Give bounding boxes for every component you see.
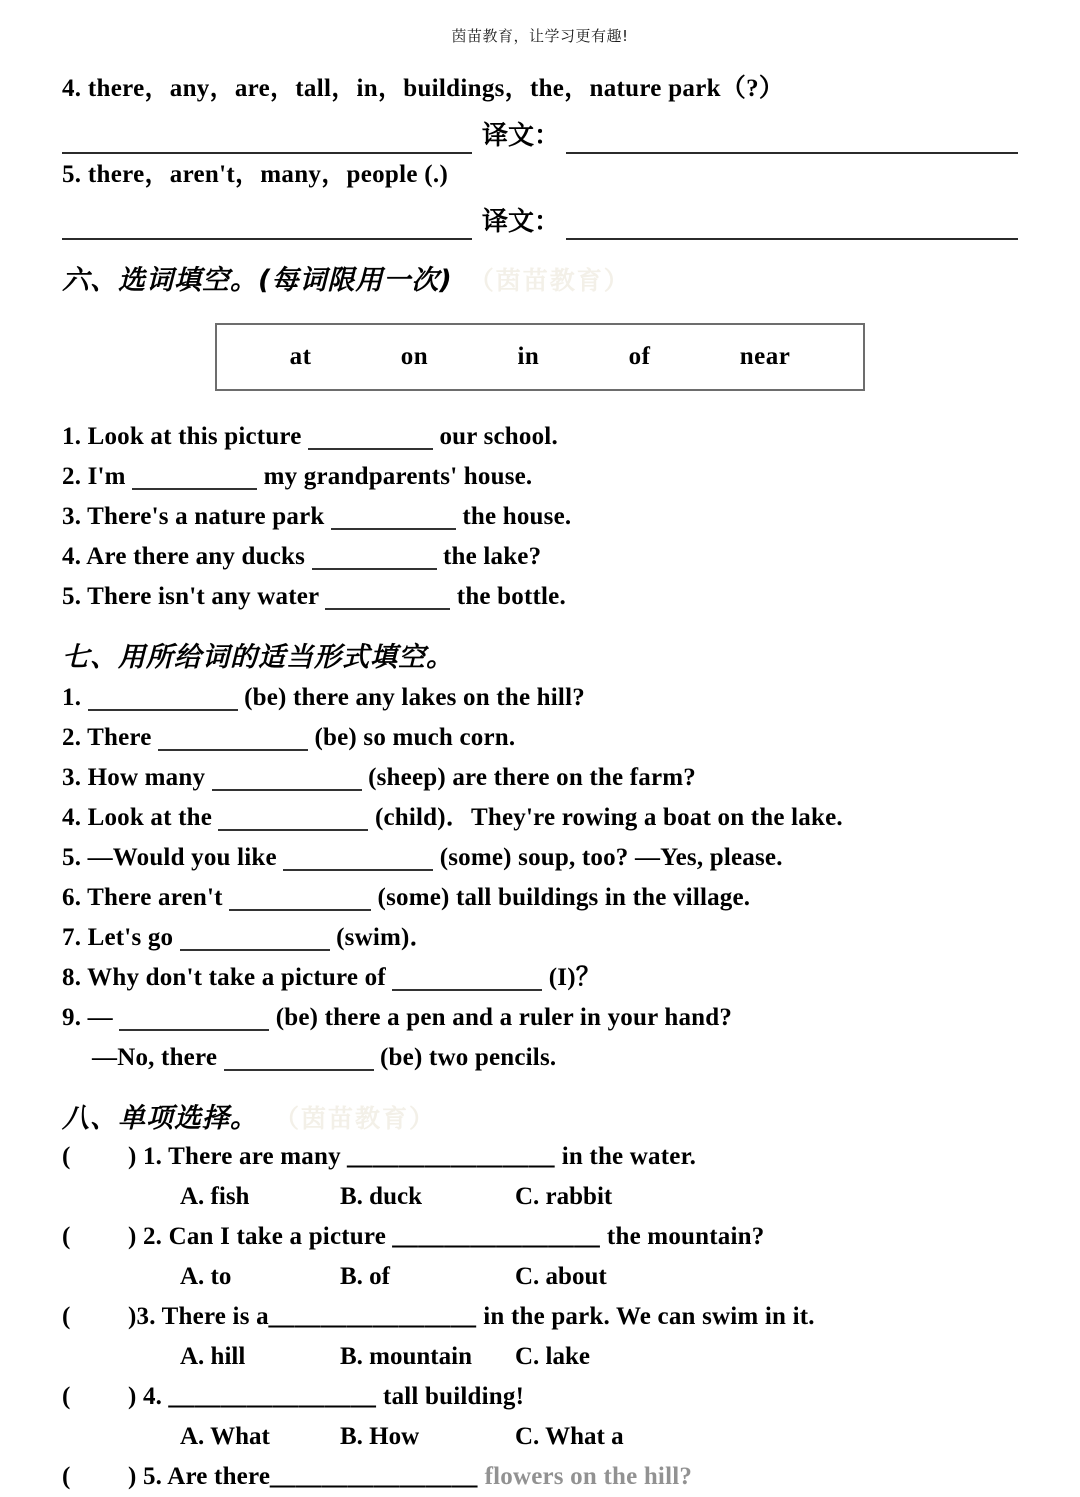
form-blank-4[interactable]	[218, 829, 368, 831]
mc-stem-pre-4: 4.	[136, 1383, 169, 1410]
rearrange-item-4-text: 4. there，any，are，tall，in，buildings，the，nature park（?）	[62, 75, 785, 102]
form-item-3-pre: 3. How many	[62, 764, 206, 791]
form-item-8-pre: 8. Why don't take a picture of	[62, 964, 386, 991]
cloze-item-4-pre: 4. Are there any ducks	[62, 543, 306, 570]
form-item-3-post: (sheep) are there on the farm?	[368, 764, 697, 791]
form-blank-8[interactable]	[392, 989, 542, 991]
watermark-six: （茵苗教育）	[468, 266, 631, 295]
mc-stem-pre-3: 3. There is a	[136, 1303, 269, 1330]
form-item-6-pre: 6. There aren't	[62, 884, 223, 911]
mc-options-1	[62, 1177, 1018, 1217]
section-eight-heading	[62, 1096, 1018, 1135]
form-item-2-post: (be) so much corn.	[314, 724, 516, 751]
translate-label-5: 译文：	[482, 207, 561, 237]
form-blank-9[interactable]	[119, 1029, 269, 1031]
cloze-item-2	[62, 457, 1018, 497]
mc-option-2-c[interactable]: C. about	[515, 1263, 607, 1290]
cloze-item-4	[62, 537, 1018, 577]
form-item-4-pre: 4. Look at the	[62, 804, 213, 831]
mc-paren-close-2: )	[128, 1223, 137, 1250]
mc-answer-paren-1[interactable]: (	[62, 1143, 71, 1170]
rearrange-item-5-answer-row	[62, 204, 1018, 240]
mc-stem-post-2: the mountain?	[600, 1223, 765, 1250]
mc-paren-close-4: )	[128, 1383, 137, 1410]
translate-label-4: 译文：	[482, 121, 561, 151]
mc-stem-post-5: flowers on the hill?	[478, 1463, 693, 1490]
word-bank-wrap	[62, 323, 1018, 391]
mc-option-2-b[interactable]: B. of	[340, 1263, 390, 1290]
multiple-choice-list	[62, 1137, 1018, 1497]
word-bank-box	[215, 323, 865, 391]
mc-option-4-b[interactable]: B. How	[340, 1423, 420, 1450]
mc-question-3	[62, 1297, 1018, 1337]
form-blank-1[interactable]	[88, 709, 238, 711]
section-six-heading	[62, 258, 1018, 297]
answer-line-english-4[interactable]	[62, 122, 472, 154]
cloze-item-5-pre: 5. There isn't any water	[62, 583, 319, 610]
form-item-6-post: (some) tall buildings in the village.	[377, 884, 751, 911]
cloze-item-2-pre: 2. I'm	[62, 463, 126, 490]
word-bank-item-at[interactable]: at	[289, 343, 312, 370]
form-item-9	[62, 998, 1018, 1038]
cloze-item-4-post: the lake?	[442, 543, 542, 570]
form-blank-9b[interactable]	[224, 1069, 374, 1071]
mc-option-3-b[interactable]: B. mountain	[340, 1343, 472, 1370]
form-blank-2[interactable]	[158, 749, 308, 751]
mc-option-3-c[interactable]: C. lake	[515, 1343, 590, 1370]
section-seven-title: 七、用所给词的适当形式填空。	[62, 642, 454, 673]
form-item-4-post: (child)．They're rowing a boat on the lake.	[374, 804, 843, 831]
form-item-2	[62, 718, 1018, 758]
worksheet-content	[0, 68, 1080, 1497]
word-bank-item-in[interactable]: in	[517, 343, 540, 370]
rearrange-item-4-answer-row	[62, 118, 1018, 154]
form-item-4	[62, 798, 1018, 838]
site-header: 茵苗教育，让学习更有趣!	[451, 27, 629, 45]
form-item-5	[62, 838, 1018, 878]
cloze-item-2-post: my grandparents' house.	[263, 463, 533, 490]
cloze-item-3-pre: 3. There's a nature park	[62, 503, 325, 530]
form-blank-3[interactable]	[212, 789, 362, 791]
form-item-1-pre: 1.	[62, 684, 82, 711]
section-eight-title: 八、单项选择。	[62, 1103, 258, 1134]
form-item-8-post: (I)？	[548, 964, 601, 991]
mc-stem-pre-5: 5. Are there	[136, 1463, 271, 1490]
mc-blank-3[interactable]: ＿＿＿＿＿＿＿＿	[268, 1303, 477, 1330]
mc-option-2-a[interactable]: A. to	[180, 1263, 232, 1290]
word-bank-item-near[interactable]: near	[739, 343, 791, 370]
mc-blank-2[interactable]: ＿＿＿＿＿＿＿＿	[392, 1223, 601, 1250]
form-item-1	[62, 678, 1018, 718]
mc-option-4-a[interactable]: A. What	[180, 1423, 270, 1450]
form-item-9b	[62, 1038, 1018, 1078]
form-item-7-post: (swim)．	[336, 924, 435, 951]
mc-option-3-a[interactable]: A. hill	[180, 1343, 246, 1370]
cloze-item-1-post: our school.	[439, 423, 558, 450]
mc-options-4	[62, 1417, 1018, 1457]
form-blank-7[interactable]	[180, 949, 330, 951]
mc-paren-close-5: )	[128, 1463, 137, 1490]
cloze-blank-4[interactable]	[312, 568, 437, 570]
cloze-item-5-post: the bottle.	[456, 583, 566, 610]
cloze-item-3-post: the house.	[462, 503, 572, 530]
mc-stem-post-3: in the park. We can swim in it.	[476, 1303, 815, 1330]
mc-blank-1[interactable]: ＿＿＿＿＿＿＿＿	[347, 1143, 556, 1170]
form-item-1-post: (be) there any lakes on the hill?	[244, 684, 585, 711]
watermark-eight: （茵苗教育）	[274, 1104, 437, 1133]
mc-stem-post-4: tall building!	[376, 1383, 525, 1410]
cloze-blank-2[interactable]	[132, 488, 257, 490]
form-list	[62, 678, 1018, 1078]
word-bank-item-on[interactable]: on	[400, 343, 429, 370]
form-item-2-pre: 2. There	[62, 724, 152, 751]
rearrange-section	[62, 68, 1018, 240]
mc-answer-paren-4[interactable]: (	[62, 1383, 71, 1410]
mc-question-4	[62, 1377, 1018, 1417]
form-item-9-post: (be) there a pen and a ruler in your hand?	[275, 1004, 733, 1031]
form-blank-5[interactable]	[283, 869, 433, 871]
mc-option-1-a[interactable]: A. fish	[180, 1183, 250, 1210]
form-blank-6[interactable]	[229, 909, 371, 911]
word-bank-item-of[interactable]: of	[628, 343, 651, 370]
mc-option-1-b[interactable]: B. duck	[340, 1183, 422, 1210]
form-item-5-pre: 5. —Would you like	[62, 844, 277, 871]
mc-answer-paren-3[interactable]: (	[62, 1303, 71, 1330]
mc-stem-post-1: in the water.	[555, 1143, 697, 1170]
form-item-9b-post: (be) two pencils.	[380, 1044, 557, 1071]
section-six-title: 六、选词填空。(每词限用一次)	[62, 265, 453, 296]
mc-answer-paren-2[interactable]: (	[62, 1223, 71, 1250]
mc-blank-5[interactable]: ＿＿＿＿＿＿＿＿	[270, 1463, 479, 1490]
cloze-item-5	[62, 577, 1018, 617]
answer-line-chinese-5[interactable]	[566, 208, 1018, 240]
mc-option-1-c[interactable]: C. rabbit	[515, 1183, 613, 1210]
mc-question-2	[62, 1217, 1018, 1257]
form-item-7	[62, 918, 1018, 958]
form-item-7-pre: 7. Let's go	[62, 924, 174, 951]
mc-question-1	[62, 1137, 1018, 1177]
mc-stem-pre-2: 2. Can I take a picture	[136, 1223, 393, 1250]
mc-blank-4[interactable]: ＿＿＿＿＿＿＿＿	[168, 1383, 377, 1410]
answer-line-chinese-4[interactable]	[566, 122, 1018, 154]
rearrange-item-5-text: 5. there，aren't，many，people (.)	[62, 161, 449, 188]
mc-option-4-c[interactable]: C. What a	[515, 1423, 624, 1450]
form-item-3	[62, 758, 1018, 798]
form-item-9b-pre: —No, there	[92, 1044, 218, 1071]
mc-options-3	[62, 1337, 1018, 1377]
mc-question-5	[62, 1457, 1018, 1497]
cloze-list	[62, 417, 1018, 617]
mc-answer-paren-5[interactable]: (	[62, 1463, 71, 1490]
form-item-6	[62, 878, 1018, 918]
form-item-8	[62, 958, 1018, 998]
section-seven-heading	[62, 635, 1018, 674]
form-item-9-pre: 9. —	[62, 1004, 113, 1031]
mc-paren-close-3: )	[128, 1303, 137, 1330]
cloze-item-1-pre: 1. Look at this picture	[62, 423, 302, 450]
mc-paren-close-1: )	[128, 1143, 137, 1170]
mc-stem-pre-1: 1. There are many	[136, 1143, 348, 1170]
cloze-item-1	[62, 417, 1018, 457]
cloze-blank-1[interactable]	[308, 448, 433, 450]
cloze-blank-3[interactable]	[331, 528, 456, 530]
mc-options-2	[62, 1257, 1018, 1297]
answer-line-english-5[interactable]	[62, 208, 472, 240]
cloze-item-3	[62, 497, 1018, 537]
cloze-blank-5[interactable]	[325, 608, 450, 610]
form-item-5-post: (some) soup, too? —Yes, please.	[439, 844, 783, 871]
